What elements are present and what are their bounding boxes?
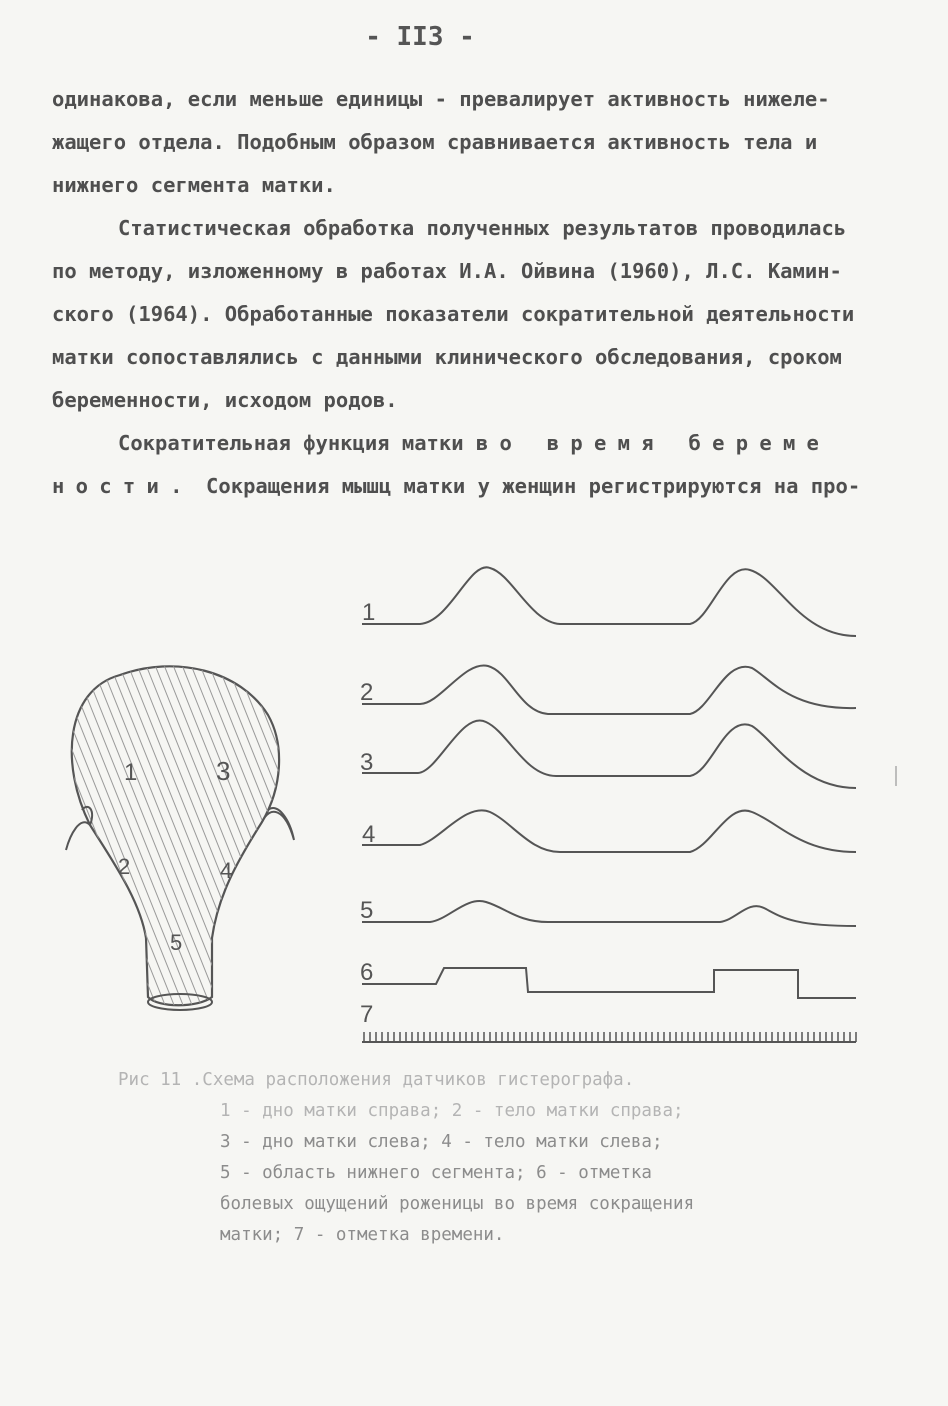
uterus-label: 4 xyxy=(220,858,233,883)
trace-1 xyxy=(362,567,856,636)
text-line xyxy=(52,465,892,508)
hatch-line xyxy=(315,660,455,1010)
hatch-line xyxy=(459,660,599,1010)
hatch-line xyxy=(0,660,86,1010)
hatch-line xyxy=(0,660,77,1010)
text-line: беременности, исходом родов. xyxy=(52,388,398,412)
caption-line: 3 - дно матки слева; 4 - тело матки слева; xyxy=(220,1132,663,1152)
text-line: нижнего сегмента матки. xyxy=(52,173,336,197)
text-line: жащего отдела. Подобным образом сравнивается активность тела и xyxy=(52,130,818,154)
hatch-line xyxy=(0,660,14,1010)
hysterograph-figure xyxy=(0,540,948,1050)
hatch-line xyxy=(414,660,554,1010)
hatch-line xyxy=(270,660,410,1010)
body-text xyxy=(52,78,892,508)
hatch-line xyxy=(378,660,518,1010)
text-line xyxy=(52,422,892,465)
hatch-line xyxy=(360,660,500,1010)
hatch-line xyxy=(0,660,140,1010)
hatch-line xyxy=(333,660,473,1010)
caption-line: 5 - область нижнего сегмента; 6 - отметка xyxy=(220,1163,652,1183)
hatch-line xyxy=(45,660,185,1010)
hatch-line xyxy=(0,660,50,1010)
hatch-line xyxy=(153,660,293,1010)
hatch-line xyxy=(0,660,104,1010)
spaced-text: во время береме xyxy=(475,431,831,455)
text-fragment: Сократительная функция матки xyxy=(118,431,476,455)
uterus-label: 3 xyxy=(216,756,231,786)
hatch-line xyxy=(144,660,284,1010)
hatch-line xyxy=(72,660,212,1010)
figure-caption xyxy=(118,1065,838,1251)
hatch-line xyxy=(324,660,464,1010)
hatch-line xyxy=(0,660,122,1010)
hatch-line xyxy=(198,660,338,1010)
hatch-line xyxy=(441,660,581,1010)
trace-2 xyxy=(362,665,856,714)
hatch-line xyxy=(189,660,329,1010)
trace-5 xyxy=(362,901,856,926)
hatch-line xyxy=(81,660,221,1010)
hatch-line xyxy=(90,660,233,1010)
page-number: - II3 - xyxy=(365,22,475,52)
uterus-label: 2 xyxy=(118,854,131,879)
hatch-line xyxy=(432,660,572,1010)
hatch-line xyxy=(279,660,419,1010)
trace-3 xyxy=(362,720,856,788)
hatch-line xyxy=(0,660,68,1010)
hatch-line xyxy=(396,660,536,1010)
hatch-line xyxy=(0,660,59,1010)
trace-6-pain-marker xyxy=(362,968,856,998)
hatch-line xyxy=(0,660,5,1010)
trace-label-4: 4 xyxy=(362,821,376,848)
spaced-text: ности. xyxy=(52,474,194,498)
text-line: по методу, изложенному в работах И.А. Ойвина (1960), Л.С. Камин- xyxy=(52,259,842,283)
hatch-line xyxy=(225,660,365,1010)
hysterogram-traces xyxy=(362,567,856,1042)
time-ticks xyxy=(364,1032,856,1042)
caption-line: 1 - дно матки справа; 2 - тело матки справа; xyxy=(220,1101,684,1121)
hatch-line xyxy=(63,660,203,1010)
trace-labels xyxy=(360,599,375,1028)
uterus-label: 1 xyxy=(124,759,138,786)
hatch-line xyxy=(207,660,347,1010)
trace-label-2: 2 xyxy=(360,679,374,706)
hatch-line xyxy=(171,660,311,1010)
hatch-line xyxy=(18,660,158,1010)
uterus-hatching xyxy=(0,660,617,1010)
hatch-line xyxy=(99,660,239,1010)
trace-label-5: 5 xyxy=(360,897,374,924)
trace-4 xyxy=(362,810,856,852)
hatch-line xyxy=(0,660,32,1010)
text-fragment: Сокращения мышц матки у женщин регистрируются на про- xyxy=(193,474,861,498)
trace-label-1: 1 xyxy=(362,599,376,626)
hatch-line xyxy=(306,660,446,1010)
text-line: Статистическая обработка полученных результатов проводилась xyxy=(118,216,847,240)
hatch-line xyxy=(0,660,41,1010)
text-line: матки сопоставлялись с данными клинического обследования, сроком xyxy=(52,345,842,369)
trace-label-6: 6 xyxy=(360,959,374,986)
hatch-line xyxy=(288,660,428,1010)
hatch-line xyxy=(180,660,320,1010)
hatch-line xyxy=(36,660,176,1010)
hatch-line xyxy=(54,660,194,1010)
hatch-line xyxy=(405,660,545,1010)
hatch-line xyxy=(216,660,356,1010)
uterus-diagram xyxy=(0,660,617,1010)
uterus-label: 5 xyxy=(170,930,183,955)
text-line: ского (1964). Обработанные показатели сократительной деятельности xyxy=(52,302,855,326)
hatch-line xyxy=(387,660,527,1010)
hatch-line xyxy=(261,660,401,1010)
caption-line: матки; 7 - отметка времени. xyxy=(220,1225,505,1245)
caption-line: болевых ощущений роженицы во время сокращения xyxy=(220,1194,695,1214)
trace-label-7: 7 xyxy=(360,1001,374,1028)
hatch-line xyxy=(117,660,257,1010)
caption-line: Рис 11 .Схема расположения датчиков гистерографа. xyxy=(118,1070,635,1090)
hatch-line xyxy=(0,660,23,1010)
hatch-line xyxy=(477,660,617,1010)
text-line: одинакова, если меньше единицы - превалирует активность нижеле- xyxy=(52,87,830,111)
hatch-line xyxy=(162,660,302,1010)
hatch-line xyxy=(0,660,95,1010)
hatch-line xyxy=(108,660,248,1010)
trace-label-3: 3 xyxy=(360,749,374,776)
